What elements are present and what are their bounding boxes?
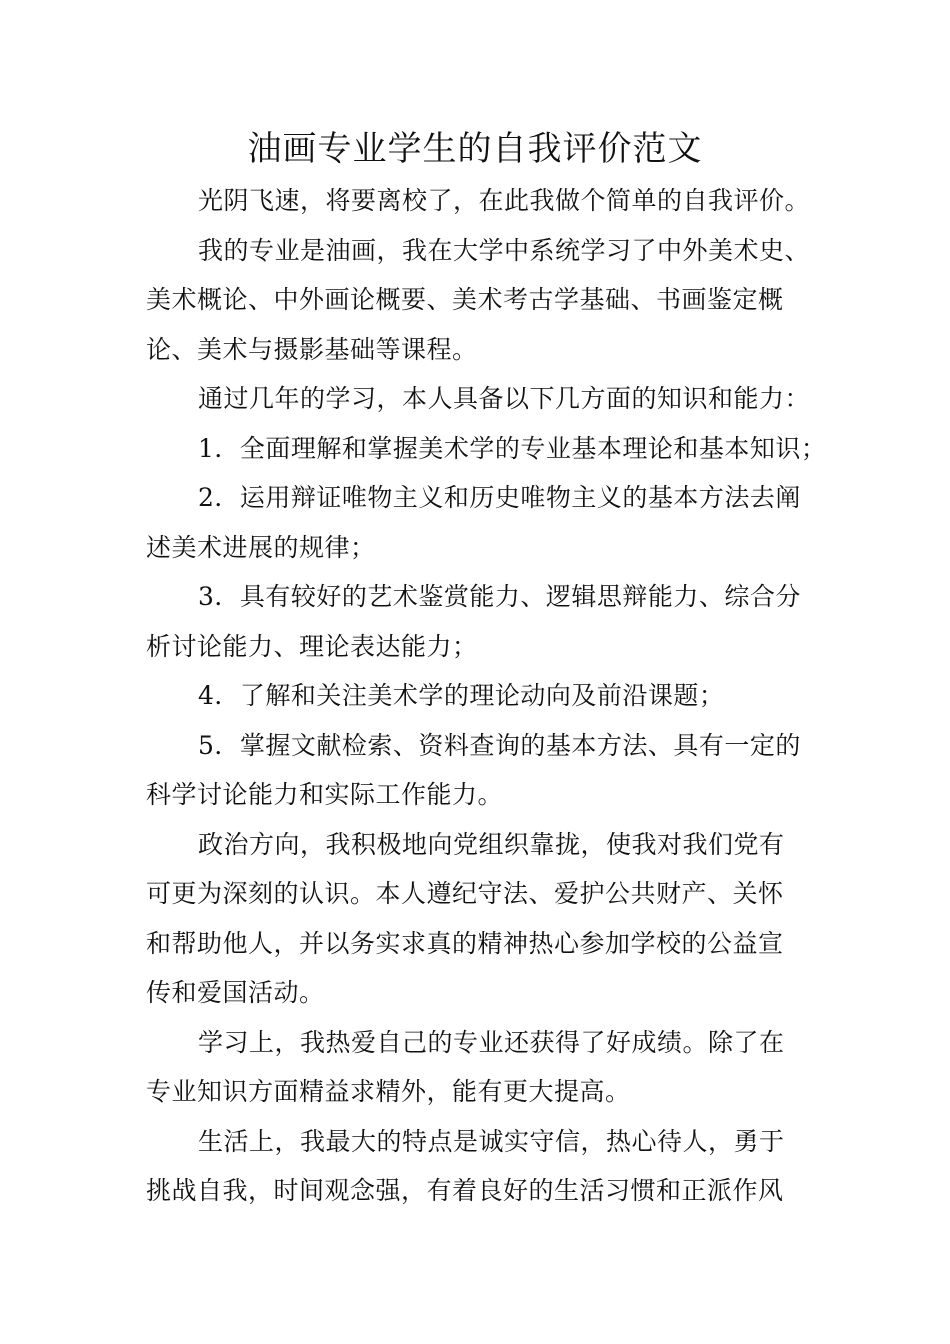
paragraph-line: 2．运用辩证唯物主义和历史唯物主义的基本方法去阐 bbox=[198, 483, 801, 512]
list-item bbox=[146, 572, 816, 671]
list-item bbox=[146, 671, 816, 721]
document-title: 油画专业学生的自我评价范文 bbox=[247, 129, 703, 169]
paragraph-line: 论、美术与摄影基础等课程。 bbox=[146, 334, 478, 364]
paragraph-line: 5．掌握文献检索、资料查询的基本方法、具有一定的 bbox=[198, 730, 801, 760]
paragraph bbox=[146, 374, 816, 424]
paragraph-line: 和帮助他人，并以务实求真的精神热心参加学校的公益宣 bbox=[146, 928, 784, 958]
list-item bbox=[146, 473, 816, 572]
paragraph bbox=[146, 1018, 816, 1117]
paragraph-line: 4．了解和关注美术学的理论动向及前沿课题； bbox=[198, 681, 725, 710]
list-item bbox=[146, 721, 816, 820]
document-body bbox=[146, 176, 827, 1216]
paragraph bbox=[146, 820, 816, 1018]
paragraph-line: 我的专业是油画，我在大学中系统学习了中外美术史、 bbox=[198, 235, 811, 265]
paragraph-line: 通过几年的学习，本人具备以下几方面的知识和能力： bbox=[198, 384, 811, 413]
list-item bbox=[146, 424, 827, 474]
paragraph-line: 科学讨论能力和实际工作能力。 bbox=[146, 780, 504, 809]
paragraph-line: 可更为深刻的认识。本人遵纪守法、爱护公共财产、关怀 bbox=[146, 879, 784, 908]
paragraph-line: 学习上，我热爱自己的专业还获得了好成绩。除了在 bbox=[198, 1027, 785, 1057]
paragraph bbox=[146, 1117, 816, 1216]
paragraph-line: 美术概论、中外画论概要、美术考古学基础、书画鉴定概 bbox=[146, 285, 784, 314]
paragraph-line: 析讨论能力、理论表达能力； bbox=[146, 631, 478, 661]
paragraph bbox=[146, 226, 816, 375]
paragraph-line: 政治方向，我积极地向党组织靠拢，使我对我们党有 bbox=[198, 829, 785, 859]
paragraph bbox=[146, 176, 816, 226]
paragraph-line: 挑战自我，时间观念强，有着良好的生活习惯和正派作风 bbox=[146, 1176, 784, 1205]
paragraph-line: 传和爱国活动。 bbox=[146, 978, 325, 1007]
paragraph-line: 专业知识方面精益求精外，能有更大提高。 bbox=[146, 1077, 631, 1106]
paragraph-line: 述美术进展的规律； bbox=[146, 532, 376, 562]
paragraph-line: 1．全面理解和掌握美术学的专业基本理论和基本知识； bbox=[198, 433, 827, 463]
paragraph-line: 3．具有较好的艺术鉴赏能力、逻辑思辩能力、综合分 bbox=[198, 582, 801, 611]
paragraph-line: 光阴飞速，将要离校了，在此我做个简单的自我评价。 bbox=[198, 186, 811, 215]
paragraph-line: 生活上，我最大的特点是诚实守信，热心待人，勇于 bbox=[198, 1126, 785, 1156]
